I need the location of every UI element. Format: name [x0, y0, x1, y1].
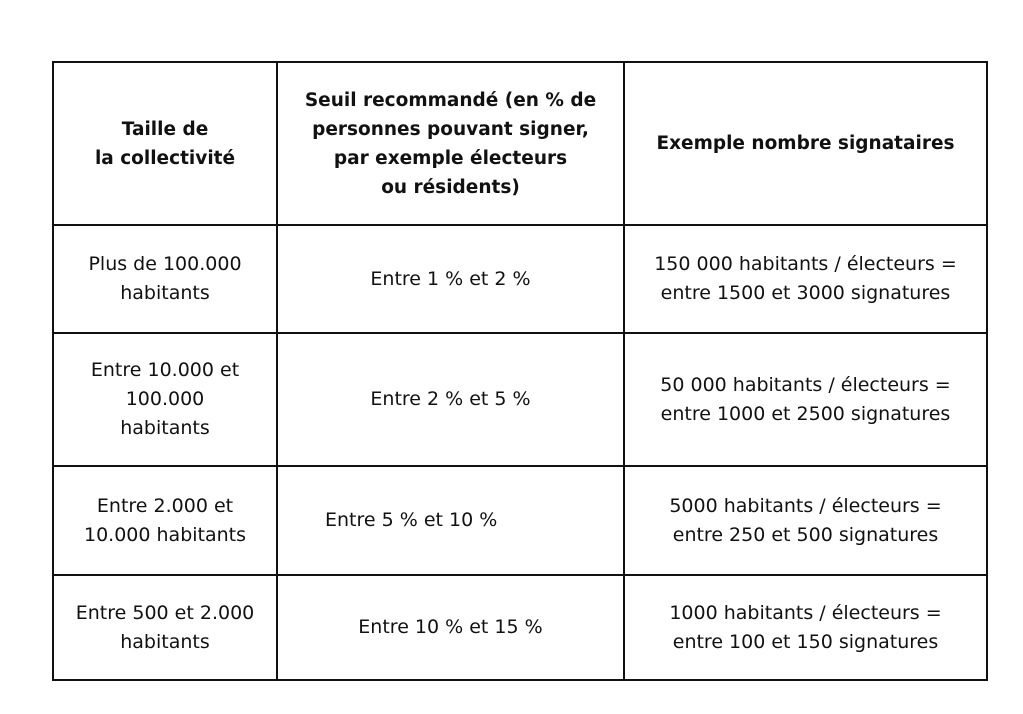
header-signatories-example: Exemple nombre signataires [624, 62, 987, 225]
cell-collectivity-size: Entre 2.000 et 10.000 habitants [53, 466, 277, 575]
cell-threshold: Entre 10 % et 15 % [277, 575, 624, 680]
cell-collectivity-size: Entre 10.000 et 100.000 habitants [53, 333, 277, 466]
table-row [53, 225, 987, 333]
table-row [53, 333, 987, 466]
cell-example: 150 000 habitants / électeurs = entre 1500 et 3000 signatures [624, 225, 987, 333]
cell-example: 50 000 habitants / électeurs = entre 1000 et 2500 signatures [624, 333, 987, 466]
table-header-row [53, 62, 987, 225]
cell-threshold: Entre 1 % et 2 % [277, 225, 624, 333]
cell-threshold: Entre 2 % et 5 % [277, 333, 624, 466]
cell-threshold: Entre 5 % et 10 % [277, 466, 624, 575]
table-row [53, 466, 987, 575]
header-collectivity-size: Taille de la collectivité [53, 62, 277, 225]
petition-threshold-table-container [52, 61, 986, 679]
cell-example: 5000 habitants / électeurs = entre 250 et 500 signatures [624, 466, 987, 575]
cell-collectivity-size: Entre 500 et 2.000 habitants [53, 575, 277, 680]
table-row [53, 575, 987, 680]
cell-collectivity-size: Plus de 100.000 habitants [53, 225, 277, 333]
cell-example: 1000 habitants / électeurs = entre 100 et 150 signatures [624, 575, 987, 680]
header-recommended-threshold: Seuil recommandé (en % de personnes pouvant signer, par exemple électeurs ou résidents) [277, 62, 624, 225]
petition-threshold-table [52, 61, 988, 681]
